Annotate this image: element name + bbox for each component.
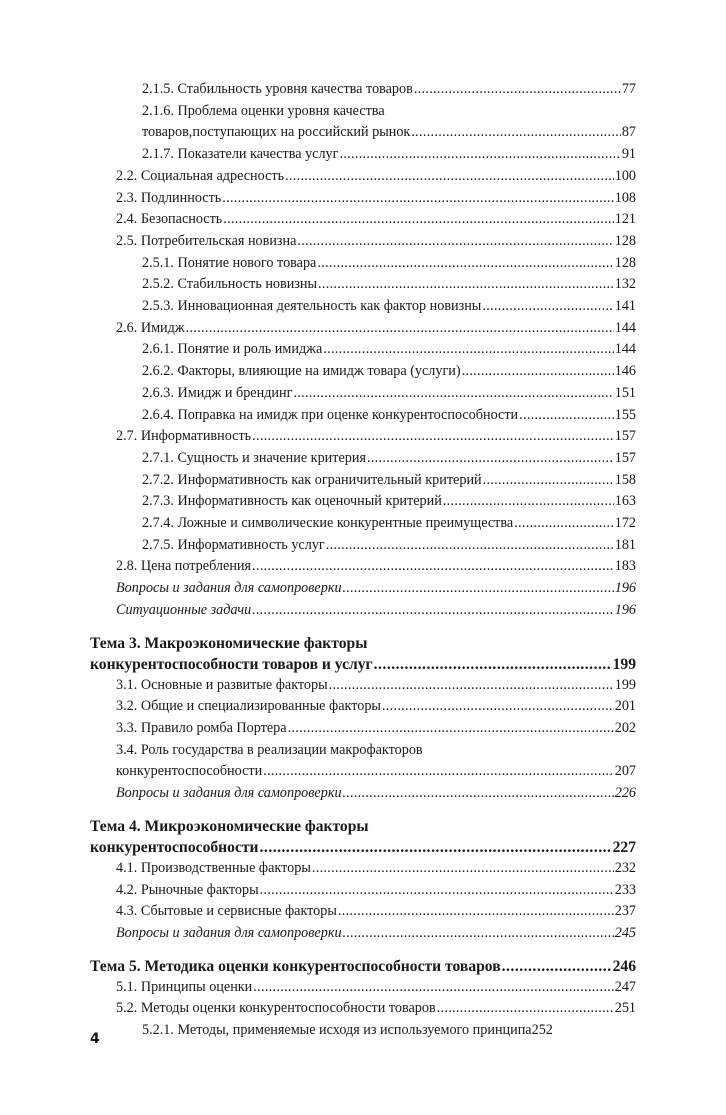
toc-entry <box>90 491 636 513</box>
toc-entry <box>90 188 636 210</box>
toc-entry <box>90 535 636 557</box>
topic-page: 246 <box>612 957 636 975</box>
toc-entry-page: 146 <box>614 363 636 380</box>
toc-entry-page: 100 <box>614 167 636 184</box>
toc-entry-title: 4.1. Производственные факторы <box>116 859 311 876</box>
toc-entry-page: 207 <box>614 763 636 780</box>
dot-leader <box>317 253 613 275</box>
toc-entry <box>90 696 636 718</box>
dot-leader <box>367 448 614 470</box>
toc-entry-page: 237 <box>614 903 636 920</box>
toc-entry-questions <box>90 783 636 805</box>
dot-leader <box>514 513 614 535</box>
toc-entry-title: Вопросы и задания для самопроверки <box>116 580 342 597</box>
dot-leader <box>411 122 620 144</box>
toc-entry-title: 2.6.3. Имидж и брендинг <box>142 384 293 401</box>
dot-leader <box>312 858 614 880</box>
toc-entry-title: 2.5.1. Понятие нового товара <box>142 254 317 271</box>
dot-leader <box>502 956 612 977</box>
toc-entry-page: 183 <box>614 558 636 575</box>
dot-leader <box>252 426 614 448</box>
topic-title-line1: Тема 4. Микроэкономические факторы <box>90 817 369 835</box>
toc-entry-title: 2.7.1. Сущность и значение критерия <box>142 449 366 466</box>
toc-entry <box>90 209 636 231</box>
toc-entry-page: 196 <box>614 580 636 597</box>
topic-title-line1: Тема 5. Методика оценки конкурентоспособности товаров <box>90 957 501 975</box>
dot-leader <box>293 383 613 405</box>
dot-leader <box>482 296 613 318</box>
toc-entry-page: 144 <box>614 319 636 336</box>
toc-entry-page: 155 <box>614 406 636 423</box>
toc-entry-page: 128 <box>614 254 636 271</box>
dot-leader <box>519 405 614 427</box>
toc-entry <box>90 383 636 405</box>
toc-entry <box>90 253 636 275</box>
toc-entry-title: 2.1.7. Показатели качества услуг <box>142 146 339 163</box>
table-of-contents <box>90 79 636 1042</box>
dot-leader <box>222 188 613 210</box>
toc-entry <box>90 901 636 923</box>
toc-entry-page: 233 <box>614 881 636 898</box>
toc-entry-title: 4.3. Сбытовые и сервисные факторы <box>116 903 337 920</box>
topic-title-row <box>90 837 636 858</box>
toc-entry-title: Ситуационные задачи <box>116 601 252 618</box>
toc-entry-title: 5.2. Методы оценки конкурентоспособности товаров <box>116 1000 436 1017</box>
dot-leader <box>186 318 614 340</box>
toc-entry-title: Вопросы и задания для самопроверки <box>116 924 342 941</box>
toc-entry-title: 2.2. Социальная адресность <box>116 167 285 184</box>
toc-entry-page: 121 <box>614 211 636 228</box>
toc-entry-title: 3.1. Основные и развитые факторы <box>116 676 328 693</box>
dot-leader <box>329 675 614 697</box>
topic-heading <box>90 633 636 675</box>
toc-entry <box>90 296 636 318</box>
toc-entry-title: 2.7.3. Информативность как оценочный критерий <box>142 493 442 510</box>
toc-entry <box>90 513 636 535</box>
page-number: 4 <box>90 1031 100 1047</box>
toc-entry-title: 4.2. Рыночные факторы <box>116 881 259 898</box>
toc-entry <box>90 231 636 253</box>
toc-entry <box>90 448 636 470</box>
toc-entry <box>90 470 636 492</box>
toc-entry-page: 199 <box>614 676 636 693</box>
toc-entry-page: 132 <box>614 276 636 293</box>
dot-leader <box>252 556 614 578</box>
toc-entry-page: 108 <box>614 189 636 206</box>
toc-entry-title: 2.6.1. Понятие и роль имиджа <box>142 341 323 358</box>
dot-leader <box>462 361 614 383</box>
dot-leader <box>483 470 614 492</box>
toc-entry-page: 77 <box>621 81 636 97</box>
toc-entry <box>90 880 636 902</box>
toc-entry-title-line2: конкурентоспособности <box>116 763 263 780</box>
toc-entry <box>90 718 636 740</box>
dot-leader <box>223 209 613 231</box>
toc-entry-page: 201 <box>614 698 636 715</box>
dot-leader <box>443 491 614 513</box>
toc-entry-questions <box>90 578 636 600</box>
topic-title-line2: конкурентоспособности товаров и услуг <box>90 655 373 673</box>
toc-entry <box>90 556 636 578</box>
topic-page: 199 <box>612 655 636 673</box>
dot-leader <box>437 998 614 1020</box>
toc-entry-page: 251 <box>614 1000 636 1017</box>
toc-entry-page: 87 <box>621 124 636 141</box>
toc-entry-title: 3.3. Правило ромба Портера <box>116 719 287 736</box>
toc-entry-page: 158 <box>614 471 636 488</box>
toc-entry <box>90 405 636 427</box>
dot-leader <box>326 535 614 557</box>
topic-heading <box>90 816 636 858</box>
dot-leader <box>343 923 614 945</box>
toc-entry-title: 2.7. Информативность <box>116 428 252 445</box>
toc-entry <box>90 761 636 783</box>
toc-entry <box>90 166 636 188</box>
toc-entry-page: 157 <box>614 449 636 466</box>
toc-entry-title: 2.3. Подлинность <box>116 189 222 206</box>
toc-entry-title: 2.6.4. Поправка на имидж при оценке конкурентоспособности <box>142 406 519 423</box>
toc-entry-page: 226 <box>614 785 636 802</box>
toc-entry-title: 2.7.4. Ложные и символические конкурентные преимущества <box>142 515 514 532</box>
dot-leader <box>339 144 620 166</box>
toc-entry-title: 5.1. Принципы оценки <box>116 978 253 995</box>
toc-entry-title: Вопросы и задания для самопроверки <box>116 785 342 802</box>
topic-title-line2: конкурентоспособности <box>90 838 259 856</box>
toc-entry-page: 181 <box>614 536 636 553</box>
toc-entry-title-line2: товаров,поступающих на российский рынок <box>142 124 411 141</box>
toc-entry <box>90 122 636 144</box>
toc-entry-title: 2.5.2. Стабильность новизны <box>142 276 318 293</box>
toc-entry-page: 157 <box>614 428 636 445</box>
toc-entry-title: 2.8. Цена потребления <box>116 558 252 575</box>
dot-leader <box>318 274 614 296</box>
toc-entry <box>90 144 636 166</box>
toc-entry-title: 2.6.2. Факторы, влияющие на имидж товара (услуги) <box>142 363 461 380</box>
dot-leader <box>252 600 613 622</box>
toc-entry-page: 144 <box>614 341 636 358</box>
toc-entry-page: 163 <box>614 493 636 510</box>
topic-title-row <box>90 956 636 977</box>
dot-leader <box>260 880 614 902</box>
dot-leader <box>382 696 614 718</box>
toc-entry-page: 91 <box>621 146 636 163</box>
toc-entry-title: 2.7.2. Информативность как ограничительный критерий <box>142 471 482 488</box>
toc-entry-title: 3.2. Общие и специализированные факторы <box>116 698 381 715</box>
toc-entry <box>90 998 636 1020</box>
toc-entry-title: 2.6. Имидж <box>116 319 185 336</box>
topic-title-line1: Тема 3. Макроэкономические факторы <box>90 634 368 652</box>
dot-leader <box>343 578 614 600</box>
topic-heading <box>90 956 636 977</box>
dot-leader <box>323 339 613 361</box>
toc-entry-page: 172 <box>614 515 636 532</box>
toc-entry <box>90 977 636 999</box>
dot-leader <box>253 977 613 999</box>
dot-leader <box>343 783 614 805</box>
toc-entry-page: 151 <box>614 384 636 401</box>
dot-leader <box>288 718 614 740</box>
toc-entry-page: 202 <box>614 719 636 736</box>
dot-leader <box>285 166 614 188</box>
toc-entry <box>90 361 636 383</box>
toc-entry-page: 196 <box>614 601 636 618</box>
toc-entry <box>90 79 636 101</box>
toc-entry-title: 2.7.5. Информативность услуг <box>142 536 325 553</box>
toc-entry-title: 2.5. Потребительская новизна <box>116 232 297 249</box>
toc-entry <box>90 274 636 296</box>
toc-entry-title-line1: 2.1.6. Проблема оценки уровня качества <box>142 102 385 119</box>
toc-entry-tasks <box>90 600 636 622</box>
toc-entry-title: 2.4. Безопасность <box>116 211 223 228</box>
dot-leader <box>374 654 612 675</box>
dot-leader <box>263 761 614 783</box>
toc-entry-page: 141 <box>614 298 636 315</box>
toc-entry <box>90 675 636 697</box>
dot-leader <box>260 837 612 858</box>
topic-title-row <box>90 654 636 675</box>
dot-leader <box>297 231 613 253</box>
toc-entry-title: 2.5.3. Инновационная деятельность как фактор новизны <box>142 298 482 315</box>
dot-leader <box>414 79 621 101</box>
toc-entry-questions <box>90 923 636 945</box>
toc-entry <box>90 1020 636 1042</box>
toc-entry-title: 2.1.5. Стабильность уровня качества товаров <box>142 81 413 97</box>
toc-entry <box>90 339 636 361</box>
topic-page: 227 <box>612 838 636 856</box>
toc-entry-page: 245 <box>614 924 636 941</box>
toc-entry-page: 232 <box>614 859 636 876</box>
toc-entry <box>90 318 636 340</box>
toc-entry <box>90 426 636 448</box>
toc-entry-title-line1: 3.4. Роль государства в реализации макрофакторов <box>116 741 423 758</box>
toc-entry-page: 252 <box>531 1022 553 1039</box>
toc-entry-page: 247 <box>614 978 636 995</box>
toc-entry-title: 5.2.1. Методы, применяемые исходя из используемого принципа <box>142 1022 532 1039</box>
toc-entry-page: 128 <box>614 232 636 249</box>
dot-leader <box>338 901 614 923</box>
toc-entry <box>90 858 636 880</box>
